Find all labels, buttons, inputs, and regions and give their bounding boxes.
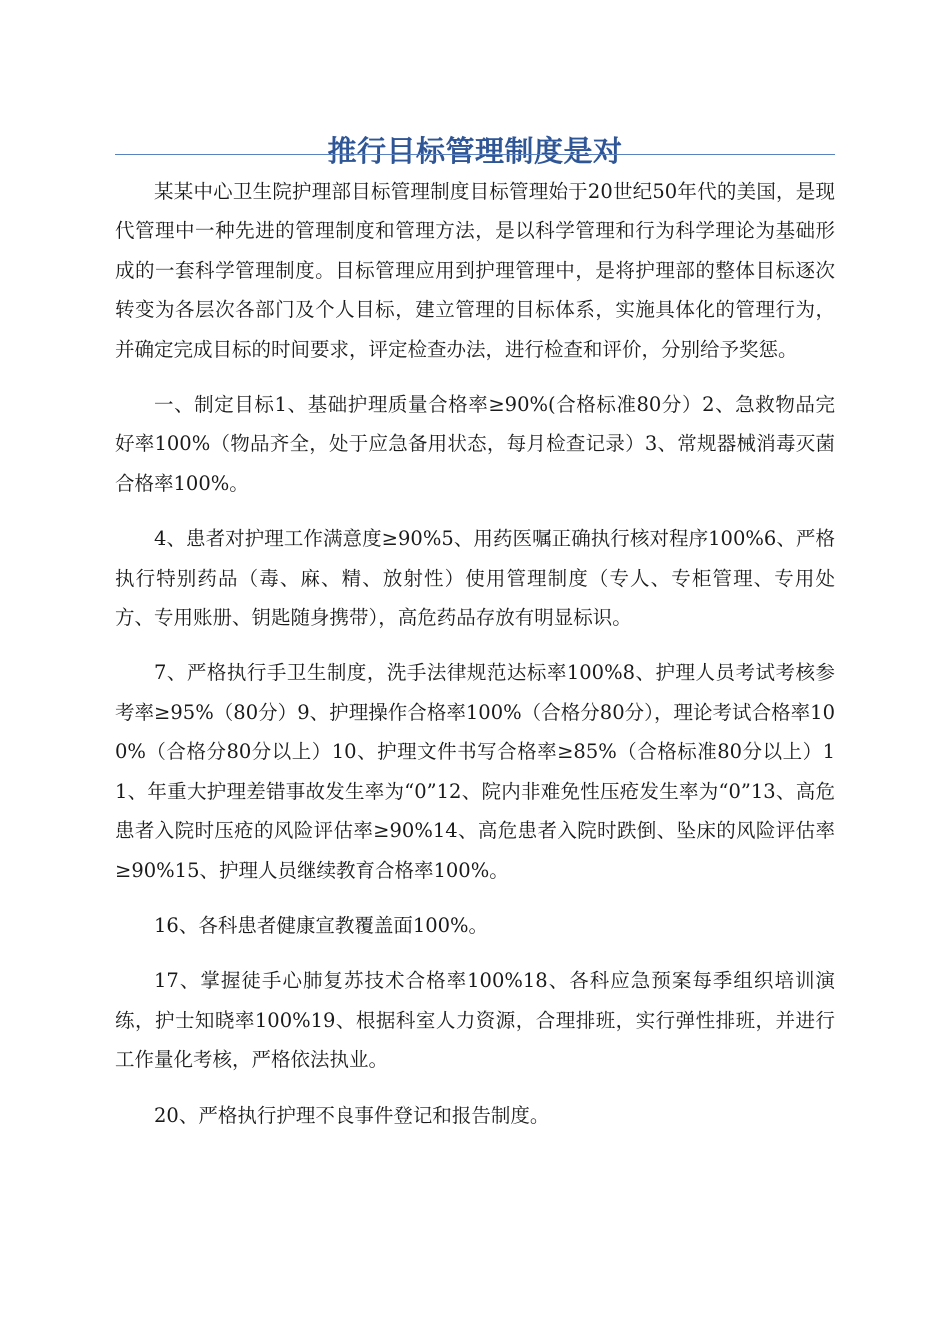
paragraph-goal-20: 20、严格执行护理不良事件登记和报告制度。 xyxy=(154,1103,550,1127)
title-underline xyxy=(115,154,835,155)
document-body xyxy=(115,172,835,1151)
paragraph-goals-1-3: 一、制定目标1、基础护理质量合格率≥90%(合格标准80分）2、急救物品完好率100%（物品齐全，处于应急备用状态，每月检查记录）3、常规器械消毒灭菌合格率100%。 xyxy=(115,393,835,495)
document-title: 推行目标管理制度是对 xyxy=(327,134,623,169)
paragraph-goal-16: 16、各科患者健康宣教覆盖面100%。 xyxy=(154,913,489,937)
paragraph-goals-4-6: 4、患者对护理工作满意度≥90%5、用药医嘱正确执行核对程序100%6、严格执行特别药品（毒、麻、精、放射性）使用管理制度（专人、专柜管理、专用处方、专用账册、钥匙随身携带），高危药品存放有明显标识。 xyxy=(115,527,835,630)
paragraph-goals-7-15: 7、严格执行手卫生制度，洗手法律规范达标率100%8、护理人员考试考核参考率≥95%（80分）9、护理操作合格率100%（合格分80分），理论考试合格率100%（合格分80分以上）10、护理文件书写合格率≥85%（合格标准80分以上）11、年重大护理差错事故发生率为“0”12、院内非难免性压疮发生率为“0”13、高危患者入院时压疮的风险评估率≥90%14、高危患者入院时跌倒、坠床的风险评估率≥90%15、护理人员继续教育合格率100%。 xyxy=(115,661,835,882)
paragraph-goals-17-19: 17、掌握徒手心肺复苏技术合格率100%18、各科应急预案每季组织培训演练，护士知晓率100%19、根据科室人力资源，合理排班，实行弹性排班，并进行工作量化考核，严格依法执业。 xyxy=(115,969,835,1072)
paragraph-intro: 某某中心卫生院护理部目标管理制度目标管理始于20世纪50年代的美国，是现代管理中一种先进的管理制度和管理方法，是以科学管理和行为科学理论为基础形成的一套科学管理制度。目标管理应用到护理管理中，是将护理部的整体目标逐次转变为各层次各部门及个人目标，建立管理的目标体系，实施具体化的管理行为，并确定完成目标的时间要求，评定检查办法，进行检查和评价，分别给予奖惩。 xyxy=(115,180,835,361)
